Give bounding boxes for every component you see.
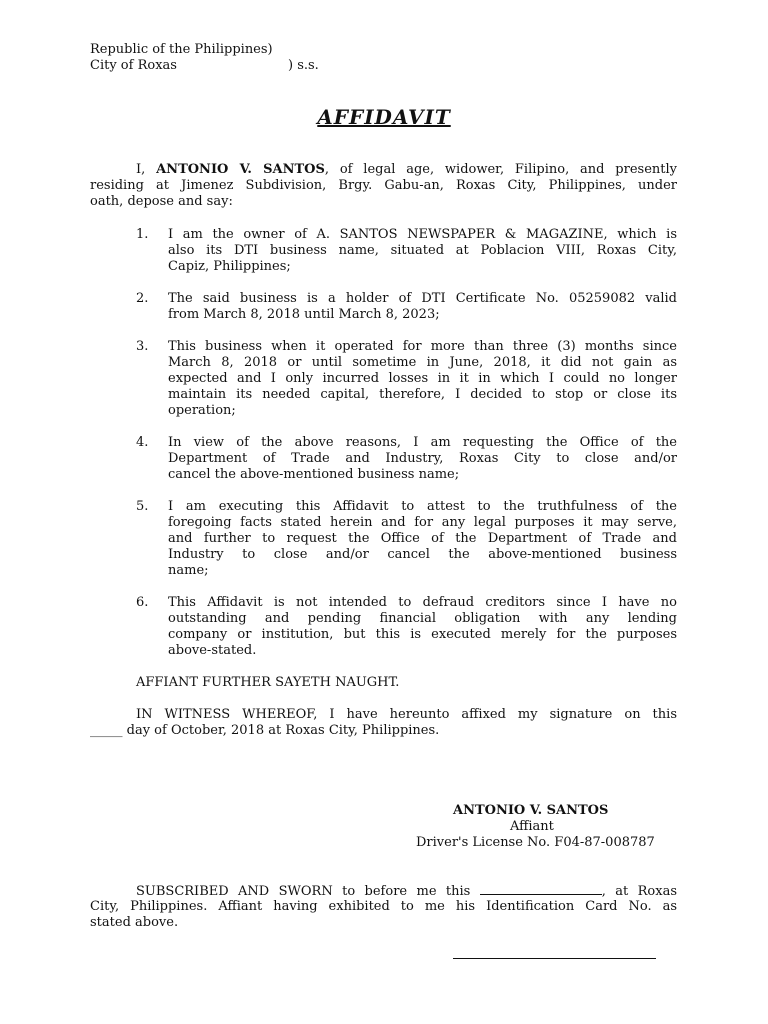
item-line: Capiz, Philippines; [168,259,291,274]
intro-paragraph [90,162,677,210]
intro-line-2: residing at Jimenez Subdivision, Brgy. Gabu-an, Roxas City, Philippines, under [90,178,677,193]
subscribed-line-1-start: SUBSCRIBED AND SWORN to before me this [136,884,480,899]
header-ss: ) s.s. [288,58,319,73]
item-line: Industry to close and/or cancel the above-mentioned business [168,547,677,562]
subscribed-line-1 [90,883,677,899]
item-line: outstanding and pending financial obligation with any lending [168,611,677,626]
intro-line-1 [90,162,677,178]
signature-role: Affiant [510,819,554,834]
item-line: from March 8, 2018 until March 8, 2023; [168,307,440,322]
item-line: This Affidavit is not intended to defraud creditors since I have no [168,595,677,610]
list-item [168,291,677,323]
item-line: The said business is a holder of DTI Certificate No. 05259082 valid [168,291,677,306]
intro-line-3: oath, depose and say: [90,194,233,209]
item-line: March 8, 2018 or until sometime in June, 2018, it did not gain as [168,355,677,370]
header-republic: Republic of the Philippines) [90,42,273,57]
item-line: and further to request the Office of the Department of Trade and [168,531,677,546]
intro-line-1-rest: , of legal age, widower, Filipino, and presently [324,162,677,177]
item-line: company or institution, but this is executed merely for the purposes [168,627,677,642]
item-line: name; [168,563,209,578]
item-line: above-stated. [168,643,257,658]
item-line: This business when it operated for more than three (3) months since [168,339,677,354]
witness-paragraph [90,707,677,739]
witness-line-1: IN WITNESS WHEREOF, I have hereunto affixed my signature on this [136,707,677,722]
subscribed-line-3: stated above. [90,915,179,930]
subscribed-line-2: City, Philippines. Affiant having exhibited to me his Identification Card No. as [90,899,677,914]
signature-name: ANTONIO V. SANTOS [453,803,609,818]
item-line: cancel the above-mentioned business name; [168,467,460,482]
item-number: 5. [136,499,149,514]
item-number: 2. [136,291,149,306]
intro-prefix: I, [136,162,157,177]
item-number: 4. [136,435,149,450]
list-item [168,339,677,419]
list-item [168,435,677,483]
affiant-name-intro: ANTONIO V. SANTOS [156,162,325,177]
document-title: AFFIDAVIT [317,105,451,129]
item-line: In view of the above reasons, I am requesting the Office of the [168,435,677,450]
header-city: City of Roxas [90,58,177,73]
item-line: I am the owner of A. SANTOS NEWSPAPER & MAGAZINE, which is [168,227,677,242]
list-item [168,227,677,275]
item-line: I am executing this Affidavit to attest to the truthfulness of the [168,499,677,514]
drivers-license: Driver's License No. F04-87-008787 [416,835,655,850]
witness-line-2-rest: day of October, 2018 at Roxas City, Philippines. [122,723,440,738]
witness-line-2 [90,723,677,739]
item-line: Department of Trade and Industry, Roxas City to close and/or [168,451,677,466]
item-number: 3. [136,339,149,354]
day-blank: _____ [90,723,123,738]
item-line: also its DTI business name, situated at Poblacion VIII, Roxas City, [168,243,677,258]
date-blank-line [480,883,602,895]
item-line: expected and I only incurred losses in it in which I could no longer [168,371,677,386]
item-line: operation; [168,403,236,418]
item-line: maintain its needed capital, therefore, I decided to stop or close its [168,387,677,402]
item-number: 1. [136,227,149,242]
list-item [168,595,677,659]
list-item [168,499,677,579]
item-number: 6. [136,595,149,610]
item-line: foregoing facts stated herein and for any legal purposes it may serve, [168,515,677,530]
affiant-further-statement: AFFIANT FURTHER SAYETH NAUGHT. [136,675,400,690]
subscribed-line-1-end: , at Roxas [601,884,677,899]
subscribed-paragraph [90,883,677,931]
notary-signature-line [453,958,656,959]
